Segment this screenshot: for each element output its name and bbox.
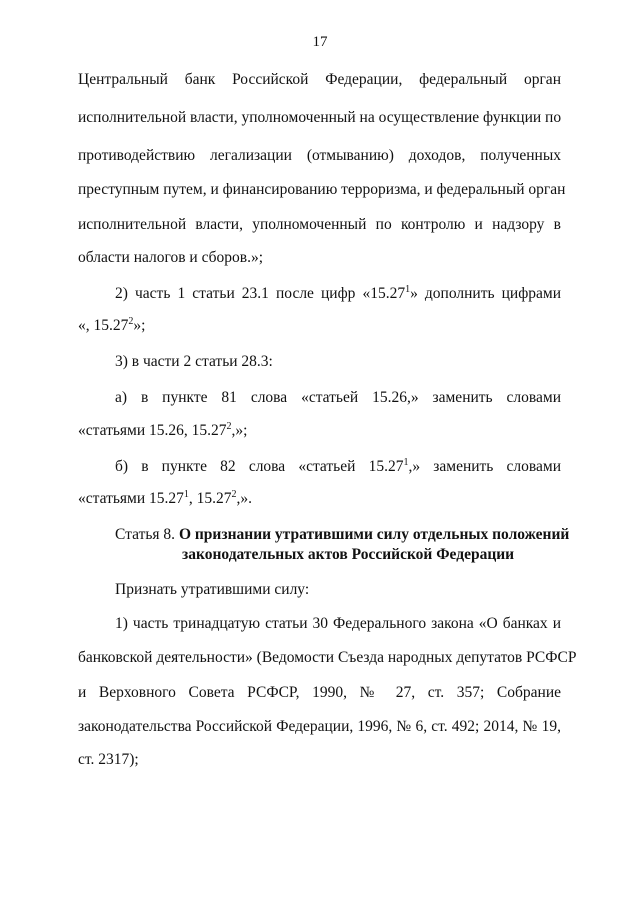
art8-item-1-line: и Верховного Совета РСФСР, 1990, № 27, ст. 357; Собрание: [78, 684, 561, 701]
art8-item-1-line: банковской деятельности» (Ведомости Съезда народных депутатов РСФСР: [78, 649, 577, 666]
item-2-line-1: 2) часть 1 статьи 23.1 после цифр «15.27$^1$» дополнить цифрами: [115, 284, 561, 302]
item-3a-line-1: а) в пункте 81 слова «статьей 15.26,» заменить словами: [115, 389, 561, 406]
paragraph-line: области налогов и сборов.»;: [78, 249, 264, 266]
item-3b-line-1: б) в пункте 82 слова «статьей 15.27$^1$,» заменить словами: [115, 457, 561, 475]
paragraph-line: противодействию легализации (отмыванию) доходов, полученных: [78, 147, 561, 164]
paragraph-line: преступным путем, и финансированию терроризма, и федеральный орган: [78, 181, 566, 198]
recognize-line: Признать утратившими силу:: [115, 581, 310, 598]
paragraph-line: исполнительной власти, уполномоченный по контролю и надзору в: [78, 216, 561, 233]
article-8-heading: [115, 525, 570, 545]
art8-item-1-line: 1) часть тринадцатую статьи 30 Федерального закона «О банках и: [115, 615, 561, 632]
item-3a-line-2: «статьями 15.26, 15.27$^2$,»;: [78, 421, 248, 439]
article-8-label: Статья 8.: [115, 526, 176, 543]
item-3-line: 3) в части 2 статьи 28.3:: [115, 353, 273, 370]
article-8-title-line-1: О признании утратившими силу отдельных положений: [178, 526, 570, 543]
art8-item-1-line: ст. 2317);: [78, 751, 139, 768]
item-2-line-2: «, 15.27$^2$»;: [78, 316, 146, 334]
paragraph-line: Центральный банк Российской Федерации, федеральный орган: [78, 71, 561, 88]
paragraph-line: исполнительной власти, уполномоченный на осуществление функции по: [78, 109, 562, 126]
page-number: 17: [312, 34, 328, 50]
item-3b-line-2: «статьями 15.27$^1$, 15.27$^2$,».: [78, 489, 253, 507]
article-8-title-line-2: законодательных актов Российской Федерации: [182, 546, 515, 563]
art8-item-1-line: законодательства Российской Федерации, 1996, № 6, ст. 492; 2014, № 19,: [78, 718, 561, 735]
